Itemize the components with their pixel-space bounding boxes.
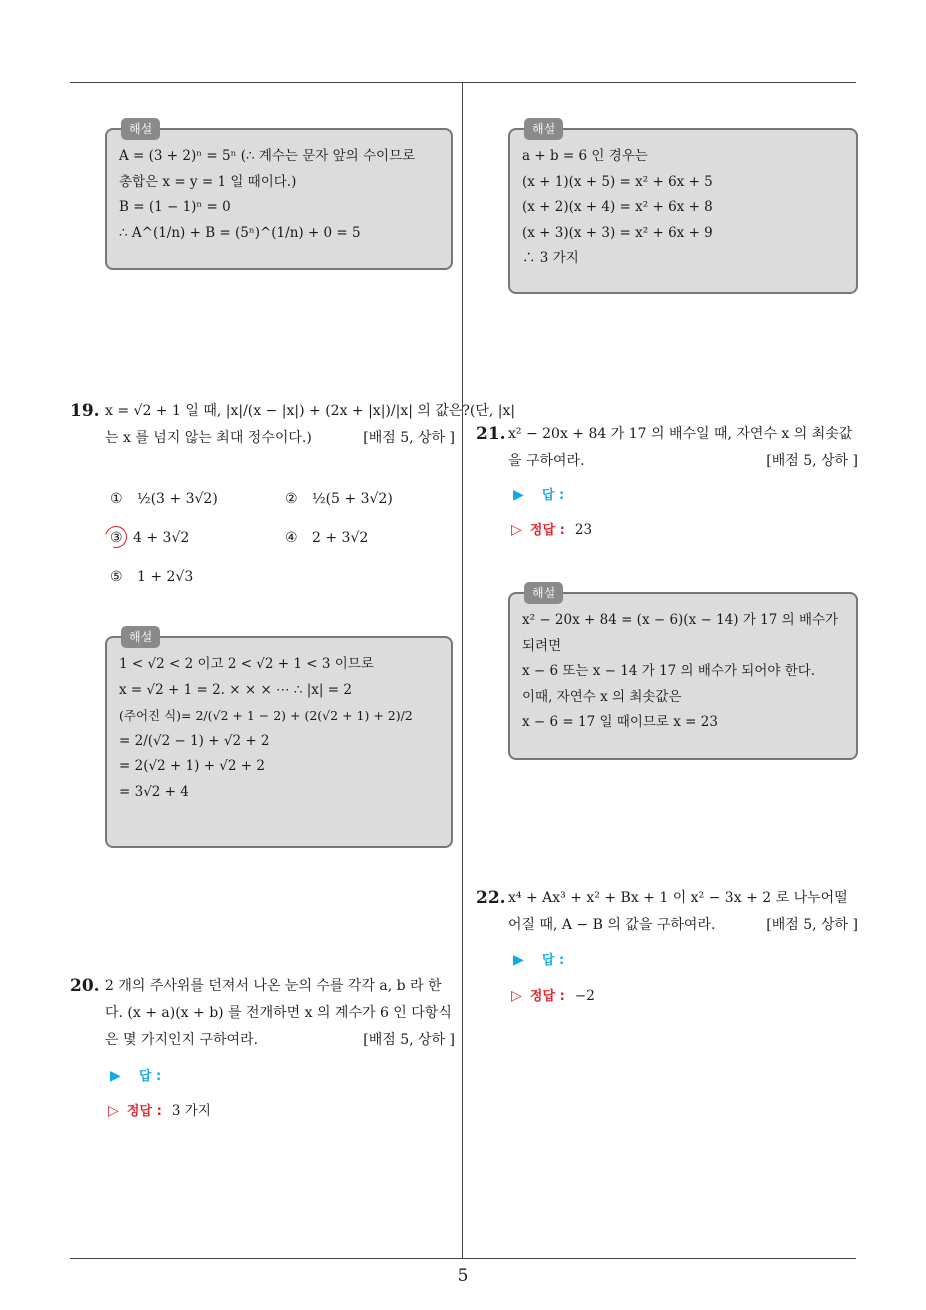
- triangle-filled-icon: ▶: [513, 952, 524, 968]
- solution-box-21: [508, 586, 858, 760]
- question-text: 는 x 를 넘지 않는 최대 정수이다.): [105, 430, 312, 446]
- solution-line: (x + 2)(x + 4) = x² + 6x + 8: [522, 199, 713, 215]
- header-rule: [70, 82, 856, 83]
- choice-5[interactable]: [110, 566, 193, 588]
- question-number-22: 22.: [476, 888, 506, 908]
- solution-line: 이때, 자연수 x 의 최솟값은: [522, 688, 682, 705]
- question-text: x² − 20x + 84 가 17 의 배수일 때, 자연수 x 의 최솟값을 구하여라.: [508, 426, 853, 469]
- footer-rule: [70, 1258, 856, 1259]
- triangle-outline-icon: ▷: [511, 988, 522, 1004]
- correct-value: 23: [574, 522, 593, 538]
- question-text: x⁴ + Ax³ + x² + Bx + 1 이 x² − 3x + 2 로 나누어떨어질 때, A − B 의 값을 구하여라.: [508, 890, 848, 933]
- solution-box-20: [508, 122, 858, 294]
- correct-value: −2: [574, 988, 595, 1004]
- page-number: 5: [457, 1266, 469, 1286]
- solution-line: 총합은 x = y = 1 일 때이다.): [119, 173, 297, 190]
- solution-line: B = (1 − 1)ⁿ = 0: [119, 199, 231, 215]
- solution-line: 되려면: [522, 637, 562, 654]
- solution-line: = 2(√2 + 1) + √2 + 2: [119, 758, 265, 774]
- solution-tag: 해설: [524, 582, 563, 604]
- solution-line: (주어진 식)= 2/(√2 + 1 − 2) + (2(√2 + 1) + 2)/2: [119, 708, 413, 723]
- choice-text: ½(3 + 3√2): [137, 491, 218, 507]
- choice-mark: ①: [110, 491, 123, 507]
- triangle-outline-icon: ▷: [108, 1103, 119, 1119]
- solution-tag: 해설: [524, 118, 563, 140]
- solution-line: A = (3 + 2)ⁿ = 5ⁿ (∴ 계수는 문자 앞의 수이므로: [119, 148, 416, 164]
- correct-label: 정답 :: [126, 1104, 162, 1119]
- answer-label: 답 :: [541, 488, 565, 503]
- answer-label: 답 :: [138, 1069, 162, 1084]
- solution-line: x = √2 + 1 = 2. × × × ⋯ ∴ |x| = 2: [119, 681, 352, 698]
- solution-line: ∴ 3 가지: [522, 250, 579, 266]
- solution-line: (x + 3)(x + 3) = x² + 6x + 9: [522, 224, 713, 241]
- solution-line: x − 6 = 17 일 때이므로 x = 23: [522, 714, 718, 730]
- question-meta: [배점 5, 상하 ]: [766, 917, 858, 933]
- correct-answer-20: [108, 1101, 211, 1122]
- correct-value: 3 가지: [171, 1103, 211, 1119]
- question-meta: [배점 5, 상하 ]: [363, 430, 455, 446]
- answer-prompt-21[interactable]: [513, 485, 564, 506]
- solution-line: (x + 1)(x + 5) = x² + 6x + 5: [522, 173, 713, 190]
- choice-text: 2 + 3√2: [312, 530, 369, 546]
- question-20: [105, 973, 455, 1054]
- answer-label: 답 :: [541, 953, 565, 968]
- answer-prompt-22[interactable]: [513, 950, 564, 971]
- solution-line: 1 < √2 < 2 이고 2 < √2 + 1 < 3 이므로: [119, 656, 374, 672]
- solution-line: a + b = 6 인 경우는: [522, 148, 648, 164]
- triangle-filled-icon: ▶: [513, 487, 524, 503]
- choice-mark: ③: [110, 530, 123, 546]
- choice-mark: ⑤: [110, 569, 123, 585]
- choice-2[interactable]: [285, 488, 393, 510]
- solution-box-19: [105, 630, 453, 848]
- column-divider: [462, 83, 463, 1258]
- choice-1[interactable]: [110, 488, 218, 510]
- question-meta: [배점 5, 상하 ]: [766, 453, 858, 469]
- triangle-outline-icon: ▷: [511, 522, 522, 538]
- correct-answer-21: [511, 520, 592, 541]
- choice-text: 1 + 2√3: [137, 569, 194, 585]
- solution-line: = 3√2 + 4: [119, 783, 189, 800]
- choice-text: 4 + 3√2: [133, 530, 190, 546]
- choice-text: ½(5 + 3√2): [312, 491, 393, 507]
- solution-line: = 2/(√2 − 1) + √2 + 2: [119, 732, 270, 749]
- choice-4[interactable]: [285, 527, 368, 549]
- solution-box-18: [105, 122, 453, 270]
- choice-mark: ④: [285, 530, 298, 546]
- correct-answer-22: [511, 986, 595, 1007]
- correct-label: 정답 :: [529, 523, 565, 538]
- correct-label: 정답 :: [529, 989, 565, 1004]
- question-number-20: 20.: [70, 976, 100, 996]
- solution-line: x² − 20x + 84 = (x − 6)(x − 14) 가 17 의 배수가: [522, 612, 839, 628]
- question-text: x = √2 + 1 일 때, |x|/(x − |x|) + (2x + |x|)/|x| 의 값은?(단, |x|: [105, 403, 516, 419]
- question-number-19: 19.: [70, 401, 100, 421]
- answer-prompt-20[interactable]: [110, 1066, 161, 1087]
- solution-tag: 해설: [121, 626, 160, 648]
- solution-line: ∴ A^(1/n) + B = (5ⁿ)^(1/n) + 0 = 5: [119, 224, 361, 241]
- question-19: [105, 398, 516, 452]
- triangle-filled-icon: ▶: [110, 1068, 121, 1084]
- question-21: [508, 421, 858, 475]
- question-number-21: 21.: [476, 424, 506, 444]
- question-text: 2 개의 주사위를 던져서 나온 눈의 수를 각각 a, b 라 한다. (x + a)(x + b) 를 전개하면 x 의 계수가 6 인 다항식은 몇 가지인지 구하여라.: [105, 978, 452, 1048]
- question-meta: [배점 5, 상하 ]: [363, 1032, 455, 1048]
- solution-tag: 해설: [121, 118, 160, 140]
- question-22: [508, 885, 858, 939]
- choice-mark: ②: [285, 491, 298, 507]
- solution-line: x − 6 또는 x − 14 가 17 의 배수가 되어야 한다.: [522, 663, 816, 679]
